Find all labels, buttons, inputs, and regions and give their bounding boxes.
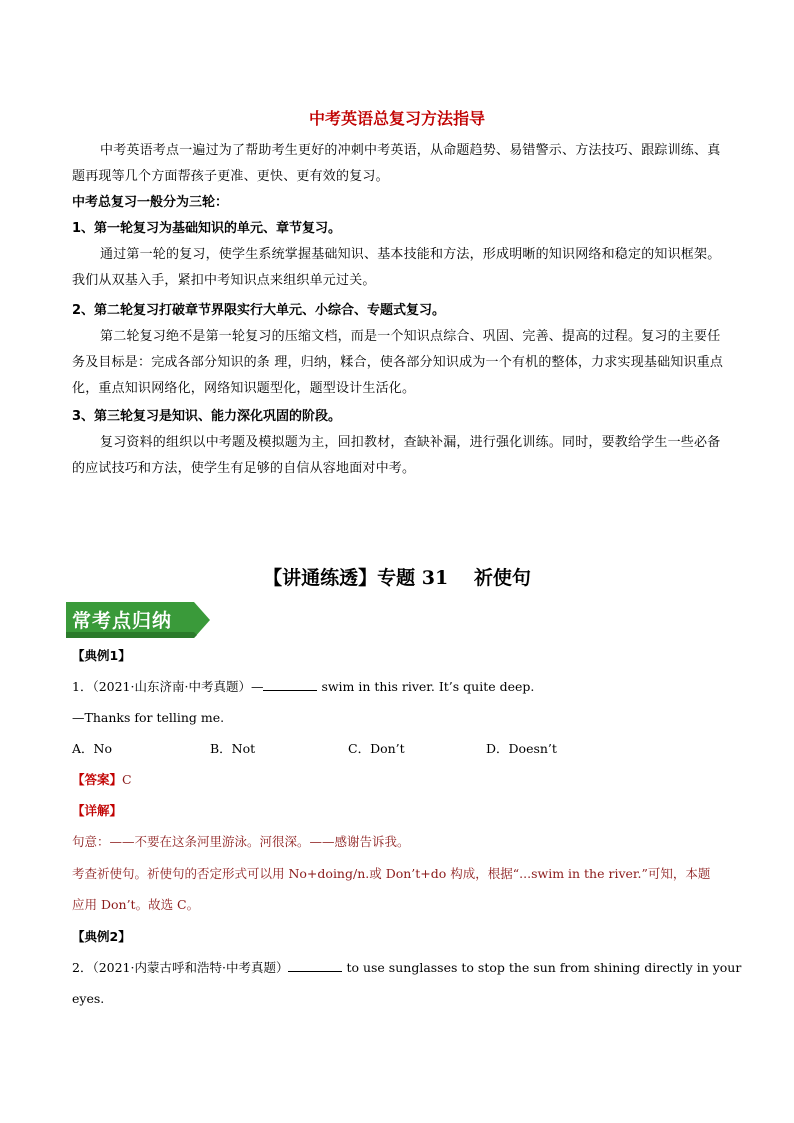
- option-d: D．Doesn’t: [486, 741, 557, 756]
- intro-heading-round-1: 1、第一轮复习为基础知识的单元、章节复习。: [72, 221, 342, 236]
- topic-title: 【讲通练透】专题 31 祈使句: [263, 567, 531, 589]
- explanation-line-2: 应用 Don’t。故选 C。: [72, 897, 200, 912]
- banner-label: 常考点归纳: [72, 610, 173, 632]
- question-1-suffix: swim in this river. It’s quite deep.: [317, 679, 535, 694]
- question-2: [72, 957, 742, 979]
- question-2-suffix: to use sunglasses to stop the sun from shining directly in your: [342, 960, 742, 975]
- question-2-prefix: 2．（2021·内蒙古呼和浩特·中考真题）: [72, 960, 289, 975]
- explanation-line-1: 考查祈使句。祈使句的否定形式可以用 No+doing/n.或 Don’t+do 构成，根据“...swim in the river.”可知，本题: [72, 866, 711, 881]
- answer-blank: [263, 678, 317, 691]
- intro-title: 中考英语总复习方法指导: [308, 109, 485, 128]
- option-c: C．Don’t: [348, 741, 405, 756]
- answer-row: [72, 769, 732, 791]
- question-1-prefix: 1．（2021·山东济南·中考真题）—: [72, 679, 264, 694]
- answer-blank-2: [288, 959, 342, 972]
- section-banner: [66, 602, 210, 638]
- intro-paragraph-2: 通过第一轮的复习，使学生系统掌握基础知识、基本技能和方法，形成明晰的知识网络和稳定的知识框架。我们从双基入手，紧扣中考知识点来组织单元过关。: [72, 247, 721, 288]
- intro-paragraph-4: 复习资料的组织以中考题及模拟题为主，回扣教材，查缺补漏，进行强化训练。同时，要教给学生一些必备的应试技巧和方法，使学生有足够的自信从容地面对中考。: [72, 435, 721, 476]
- intro-paragraph-3: 第二轮复习绝不是第一轮复习的压缩文档，而是一个知识点综合、巩固、完善、提高的过程。复习的主要任务及目标是：完成各部分知识的条 理，归纳，糅合，使各部分知识成为一个有机的整体，力求实现基础知识重点化，重点知识网络化，网络知识题型化，题型设计生活化。: [72, 329, 724, 396]
- question-1-reply: —Thanks for telling me.: [72, 710, 225, 725]
- intro-heading-rounds: 中考总复习一般分为三轮：: [72, 195, 229, 210]
- detail-label: 【详解】: [72, 803, 123, 818]
- intro-paragraph-1: 中考英语考点一遍过为了帮助考生更好的冲刺中考英语，从命题趋势、易错警示、方法技巧、跟踪训练、真题再现等几个方面帮孩子更准、更快、更有效的复习。: [72, 143, 721, 184]
- example-1-label: 【典例1】: [72, 648, 131, 663]
- answer-value: C: [122, 772, 132, 787]
- option-a: A．No: [72, 741, 112, 756]
- answer-label: 【答案】: [72, 772, 123, 787]
- example-2-label: 【典例2】: [72, 929, 131, 944]
- question-2-continued: eyes.: [72, 991, 105, 1006]
- question-1: [72, 676, 732, 698]
- sentence-meaning: 句意：——不要在这条河里游泳。河很深。——感谢告诉我。: [72, 834, 410, 849]
- intro-heading-round-3: 3、第三轮复习是知识、能力深化巩固的阶段。: [72, 409, 342, 424]
- option-b: B．Not: [210, 741, 256, 756]
- intro-heading-round-2: 2、第二轮复习打破章节界限实行大单元、小综合、专题式复习。: [72, 303, 446, 318]
- question-1-options: [72, 738, 732, 760]
